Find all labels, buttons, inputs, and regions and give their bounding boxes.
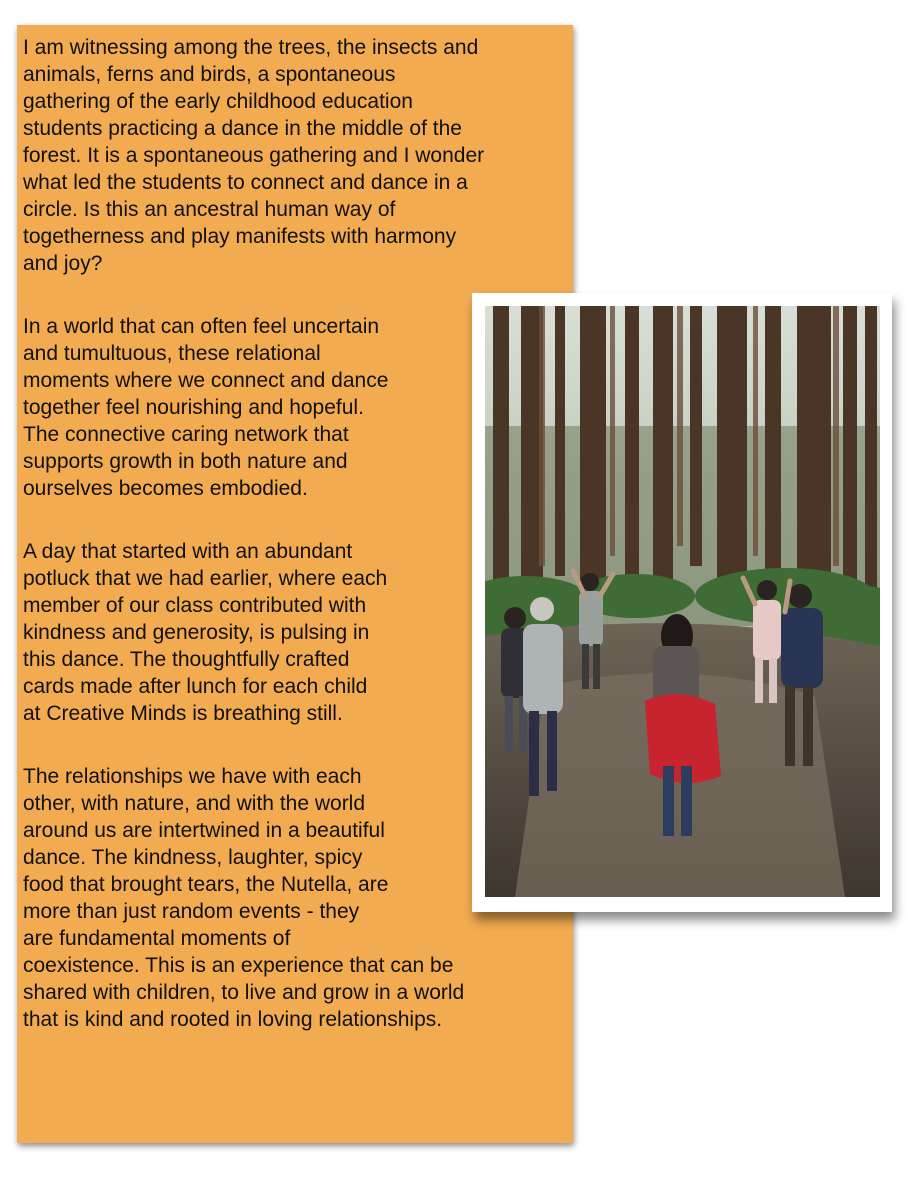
text-line: ourselves becomes embodied. (23, 477, 308, 500)
text-line: forest. It is a spontaneous gathering and I wonder (23, 144, 485, 167)
text-line: and joy? (23, 252, 103, 275)
text-line: In a world that can often feel uncertain (23, 315, 380, 338)
text-line: supports growth in both nature and (23, 450, 348, 473)
text-line: students practicing a dance in the middle of the (23, 117, 462, 140)
text-line: circle. Is this an ancestral human way of (23, 198, 396, 221)
text-line: and tumultuous, these relational (23, 342, 321, 365)
text-line: The relationships we have with each (23, 765, 362, 788)
text-line: animals, ferns and birds, a spontaneous (23, 63, 396, 86)
text-line: this dance. The thoughtfully crafted (23, 648, 350, 671)
text-line: at Creative Minds is breathing still. (23, 702, 343, 725)
text-line: more than just random events - they (23, 900, 360, 923)
text-line: I am witnessing among the trees, the insects and (23, 36, 479, 59)
text-line: food that brought tears, the Nutella, are (23, 873, 389, 896)
text-line: kindness and generosity, is pulsing in (23, 621, 370, 644)
text-line: gathering of the early childhood education (23, 90, 413, 113)
forest-dance-photo-frame (472, 293, 892, 912)
text-line: coexistence. This is an experience that can be (23, 954, 454, 977)
text-line: dance. The kindness, laughter, spicy (23, 846, 363, 869)
text-line: shared with children, to live and grow in a world (23, 981, 465, 1004)
text-line: that is kind and rooted in loving relationships. (23, 1008, 443, 1031)
text-line: what led the students to connect and dance in a (23, 171, 468, 194)
text-line: togetherness and play manifests with harmony (23, 225, 457, 248)
text-line: The connective caring network that (23, 423, 349, 446)
text-line: cards made after lunch for each child (23, 675, 368, 698)
text-line: moments where we connect and dance (23, 369, 389, 392)
text-line: together feel nourishing and hopeful. (23, 396, 364, 419)
text-line: member of our class contributed with (23, 594, 367, 617)
forest-dance-photo (485, 306, 880, 897)
text-line: are fundamental moments of (23, 927, 291, 950)
text-line: around us are intertwined in a beautiful (23, 819, 385, 842)
text-line: A day that started with an abundant (23, 540, 353, 563)
text-line: other, with nature, and with the world (23, 792, 366, 815)
text-line: potluck that we had earlier, where each (23, 567, 388, 590)
